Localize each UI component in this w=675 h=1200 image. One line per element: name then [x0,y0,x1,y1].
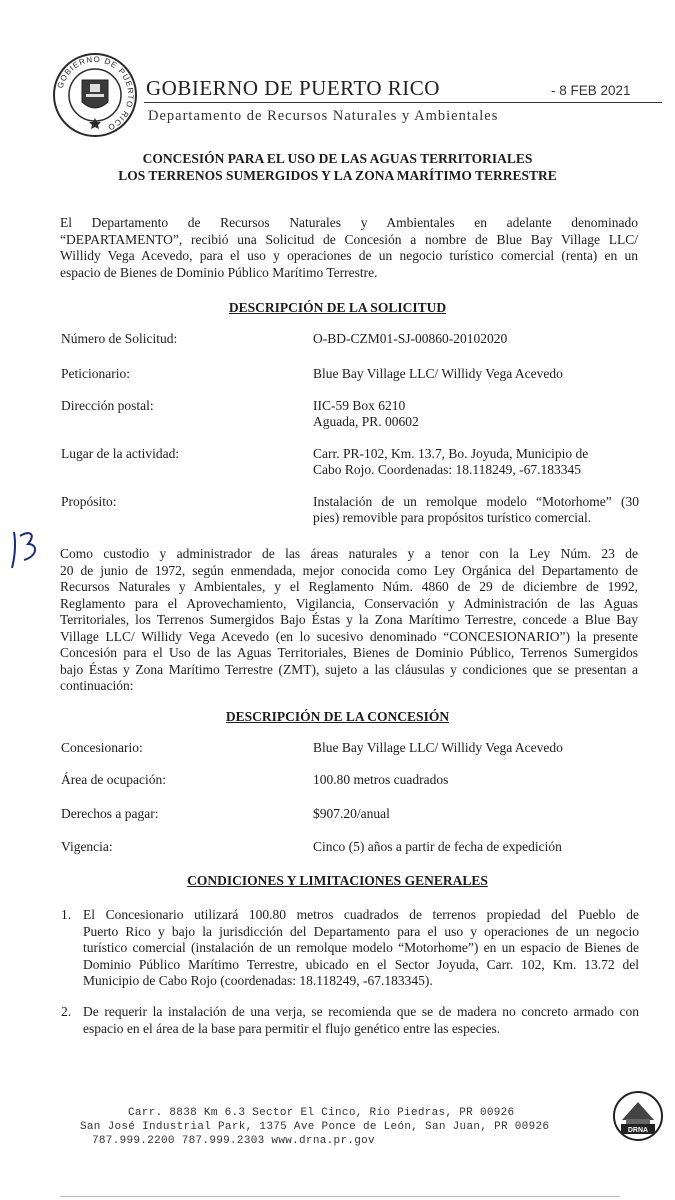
lugar-line-1: Carr. PR-102, Km. 13.7, Bo. Joyuda, Municipio de [313,446,589,461]
custodio-line: Concesión para el Uso de las Aguas Territoriales, Bienes de Dominio Público, Terrenos Sumergidos [60,645,638,660]
custodio-line: bajo Éstas y Zona Marítimo Terrestre (ZMT), sujeto a las cláusulas y condiciones que se presentan a [60,661,638,677]
drna-logo-icon [612,1090,664,1142]
intro-line: Willidy Vega Acevedo, para el uso y operaciones de un negocio turístico comercial (renta) en un [60,248,638,263]
condition-line: turístico comercial (instalación de un remolque modelo “Motorhome”) en un espacio de Bienes de [83,940,639,955]
custodio-line: Recursos Naturales y Ambientales, y el Reglamento Núm. 4860 de 29 de diciembre de 1992, [60,579,638,594]
condition-line: Dominio Público Marítimo Terrestre, ubicado en el Sector Joyuda, Carr. 102, Km. 13.72 del [83,956,639,972]
derechos-label: Derechos a pagar: [61,806,159,821]
condiciones-heading: CONDICIONES Y LIMITACIONES GENERALES [187,873,488,888]
direccion-label: Dirección postal: [61,398,154,413]
lugar-line-2: Cabo Rojo. Coordenadas: 18.118249, -67.183345 [313,462,581,477]
date-stamp: - 8 FEB 2021 [551,83,631,98]
proposito-line-1: Instalación de un remolque modelo “Motorhome” (30 [313,494,639,509]
page-edge [60,1196,620,1197]
direccion-line-2: Aguada, PR. 00602 [313,414,419,429]
condition-number: 2. [61,1004,72,1019]
intro-paragraph [60,215,638,281]
area-label: Área de ocupación: [61,772,166,787]
condition-2-text [83,1004,639,1037]
derechos-value: $907.20/anual [313,806,390,821]
footer-line-2: San José Industrial Park, 1375 Ave Ponce de León, San Juan, PR 00926 [80,1121,550,1133]
condition-number: 1. [61,907,72,922]
condition-line: De requerir la instalación de una verja, se recomienda que se de madera no concreto armado con [83,1004,639,1019]
condition-line: El Concesionario utilizará 100.80 metros cuadrados de terrenos propiedad del Pueblo de [83,907,639,922]
peticionario-value: Blue Bay Village LLC/ Willidy Vega Acevedo [313,366,563,381]
numero-value: O-BD-CZM01-SJ-00860-20102020 [313,331,508,346]
custodio-line: Village LLC/ Willidy Vega Acevedo (en lo sucesivo denominado “CONCESIONARIO”) la presente [60,628,638,644]
intro-line: El Departamento de Recursos Naturales y Ambientales en adelante denominado [60,215,638,230]
drna-logo-text: DRNA [627,1127,649,1134]
custodio-line: continuación: [60,678,134,693]
custodio-line: Como custodio y administrador de las áreas naturales y a tenor con la Ley Núm. 23 de [60,546,638,561]
footer-line-3: 787.999.2200 787.999.2303 www.drna.pr.gov [92,1135,375,1147]
peticionario-label: Peticionario: [61,366,130,381]
numero-label: Número de Solicitud: [61,331,178,346]
custodio-line: Territoriales, los Terrenos Sumergidos Bajo Éstas y la Zona Marítimo Terrestre, concede a Blue Bay [60,612,638,627]
concesionario-value: Blue Bay Village LLC/ Willidy Vega Acevedo [313,740,563,755]
department-name: Departamento de Recursos Naturales y Ambientales [148,108,499,124]
government-seal-icon [52,52,138,138]
condition-line: espacio en el área de la base para permitir el flujo genético entre las especies. [83,1020,501,1036]
intro-line: espacio de Bienes de Dominio Público Marítimo Terrestre. [60,264,378,280]
proposito-line-2: pies) removible para propósitos turístico comercial. [313,510,592,525]
condition-line: Puerto Rico y bajo la jurisdicción del Departamento para el uso y operaciones de un negocio [83,923,639,939]
custodio-line: Reglamento para el Aprovechamiento, Vigilancia, Conservación y Administración de las Aguas [60,595,638,611]
custodio-line: 20 de junio de 1972, según enmendada, mejor conocida como Ley Orgánica del Departamento de [60,562,638,578]
solicitud-heading: DESCRIPCIÓN DE LA SOLICITUD [228,300,447,315]
document-title-line-1: CONCESIÓN PARA EL USO DE LAS AGUAS TERRITORIALES [142,151,533,166]
lugar-value [313,446,639,478]
vigencia-label: Vigencia: [61,839,113,854]
government-title: GOBIERNO DE PUERTO RICO [146,76,440,100]
proposito-value [313,494,639,526]
condition-1-text [83,907,639,990]
seal-text: GOBIERNO DE PUERTO RICO [55,54,136,133]
direccion-line-1: IIC-59 Box 6210 [313,398,406,413]
vigencia-value: Cinco (5) años a partir de fecha de expedición [313,839,562,854]
intro-line: “DEPARTAMENTO”, recibió una Solicitud de Concesión a nombre de Blue Bay Village LLC/ [60,231,638,247]
direccion-value [313,398,639,430]
proposito-label: Propósito: [61,494,117,509]
area-value: 100.80 metros cuadrados [313,772,449,787]
lugar-label: Lugar de la actividad: [61,446,180,461]
condition-line: Municipio de Cabo Rojo (coordenadas: 18.118249, -67.183345). [83,973,433,988]
header-divider [144,102,662,103]
concesionario-label: Concesionario: [61,740,143,755]
footer-line-1: Carr. 8838 Km 6.3 Sector El Cinco, Río Piedras, PR 00926 [128,1107,515,1119]
document-title-line-2: LOS TERRENOS SUMERGIDOS Y LA ZONA MARÍTIMO TERRESTRE [118,168,557,183]
custodio-paragraph [60,546,638,695]
concesion-heading: DESCRIPCIÓN DE LA CONCESIÓN [225,709,450,724]
footer-address [80,1106,580,1148]
handwritten-initials-mark [6,522,42,572]
